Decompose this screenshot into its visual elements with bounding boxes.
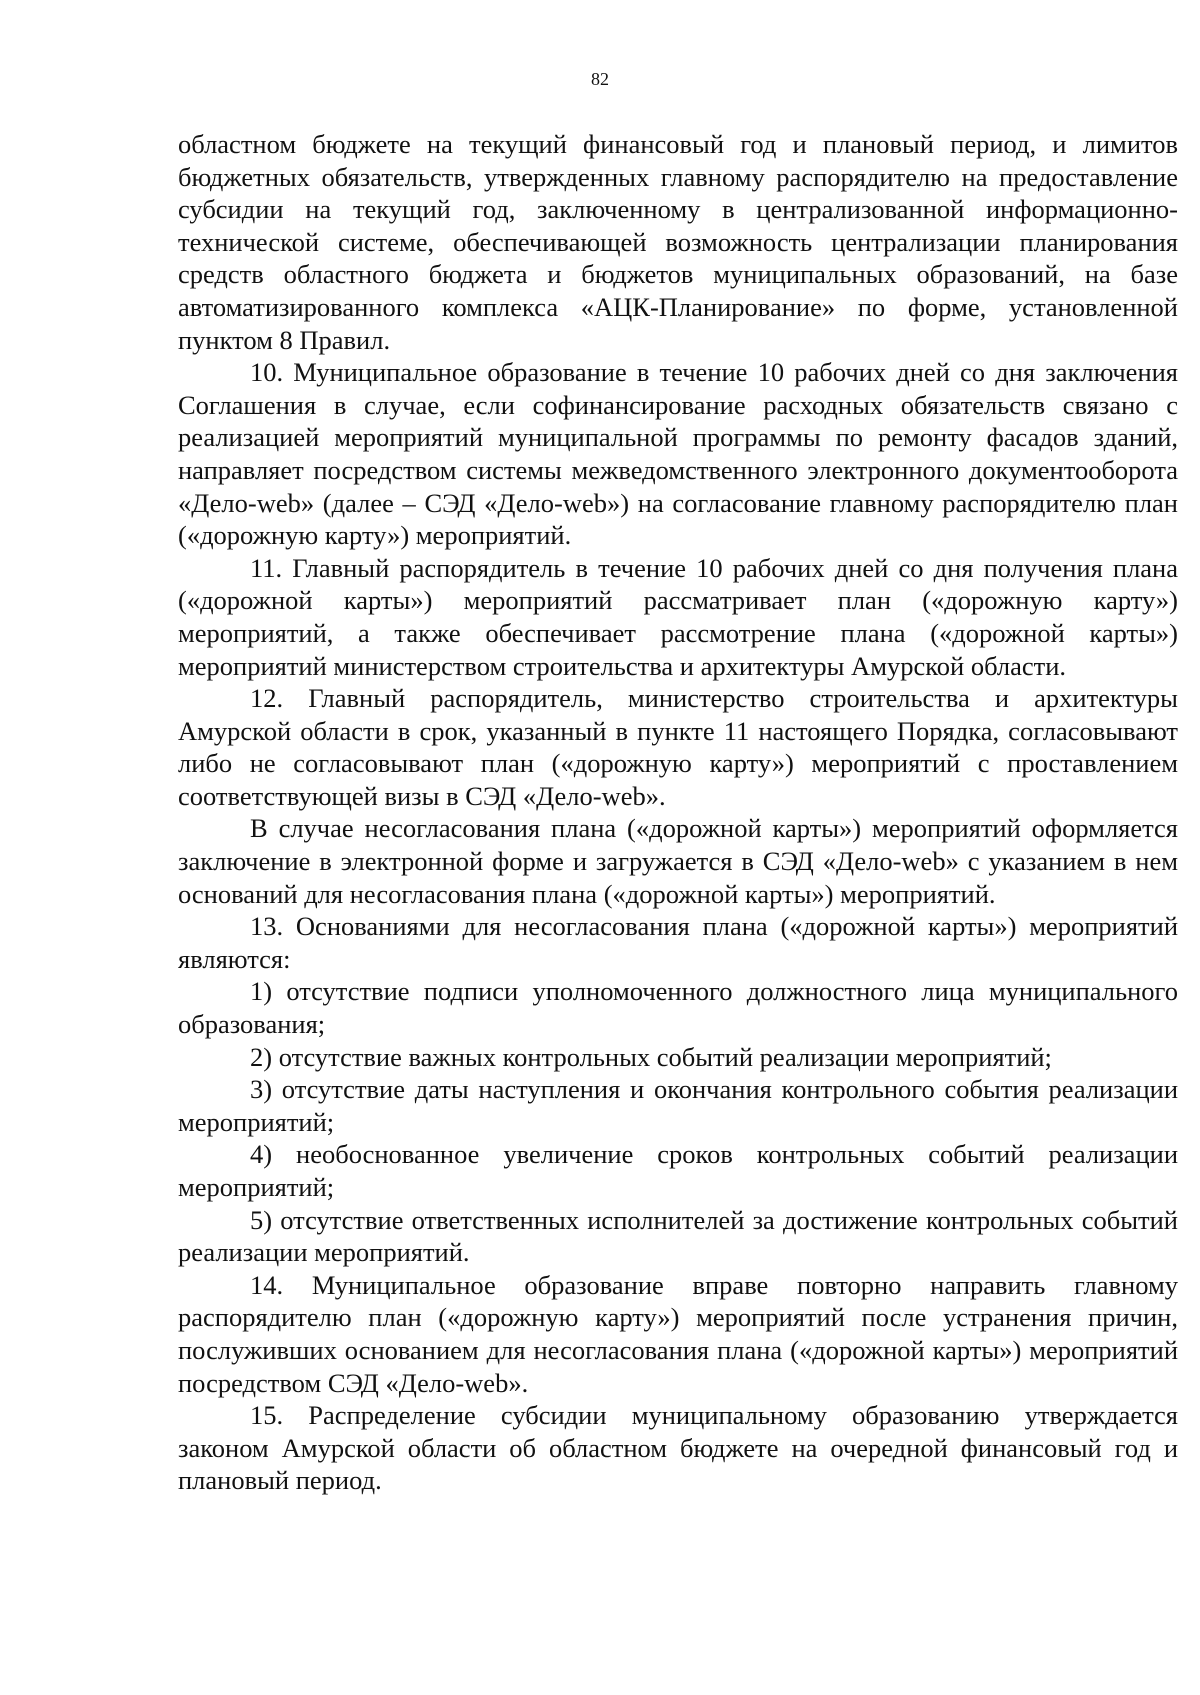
paragraph-item-15: 15. Распределение субсидии муниципальному образованию утверждается законом Амурской области об областном бюджете на очередной финансовый год и плановый период. bbox=[178, 1400, 1178, 1496]
paragraph-subitem-2: 2) отсутствие важных контрольных событий реализации мероприятий; bbox=[250, 1041, 1052, 1072]
paragraph-subitem-4: 4) необоснованное увеличение сроков контрольных событий реализации мероприятий; bbox=[178, 1139, 1178, 1202]
paragraph-continuation: областном бюджете на текущий финансовый год и плановый период, и лимитов бюджетных обязательств, утвержденных главному распорядителю на предоставление субсидии на текущий год, заключенному в централизованной информационно-технической системе, обеспечивающей возможность централизации планирования средств областного бюджета и бюджетов муниципальных образований, на базе автоматизированного комплекса «АЦК-Планирование» по форме, установленной пунктом 8 Правил. bbox=[178, 129, 1178, 355]
paragraph-subitem-1: 1) отсутствие подписи уполномоченного должностного лица муниципального образования; bbox=[178, 976, 1178, 1040]
document-body bbox=[178, 128, 1178, 1497]
paragraph-item-11: 11. Главный распорядитель в течение 10 рабочих дней со дня получения плана («дорожной карты») мероприятий рассматривает план («дорожную карту») мероприятий, а также обеспечивает рассмотрение плана («дорожной карты») мероприятий министерством строительства и архитектуры Амурской области. bbox=[178, 552, 1178, 681]
paragraph-subitem-3: 3) отсутствие даты наступления и окончания контрольного события реализации мероприятий; bbox=[178, 1074, 1178, 1137]
paragraph-item-14: 14. Муниципальное образование вправе повторно направить главному распорядителю план («дорожную карту») мероприятий после устранения причин, послуживших основанием для несогласования плана («дорожной карты») мероприятий посредством СЭД «Дело-web». bbox=[178, 1269, 1178, 1398]
paragraph-item-10: 10. Муниципальное образование в течение 10 рабочих дней со дня заключения Соглашения в случае, если софинансирование расходных обязательств связано с реализацией мероприятий муниципальной программы по ремонту фасадов зданий, направляет посредством системы межведомственного электронного документооборота «Дело-web» (далее – СЭД «Дело-web») на согласование главному распорядителю план («дорожную карту») мероприятий. bbox=[178, 357, 1178, 551]
page-number: 82 bbox=[591, 69, 609, 89]
paragraph-item-12-disagreement: В случае несогласования плана («дорожной карты») мероприятий оформляется заключение в электронной форме и загружается в СЭД «Дело-web» с указанием в нем оснований для несогласования плана («дорожной карты») мероприятий. bbox=[178, 813, 1178, 909]
paragraph-item-12: 12. Главный распорядитель, министерство строительства и архитектуры Амурской области в срок, указанный в пункте 11 настоящего Порядка, согласовывают либо не согласовывают план («дорожную карту») мероприятий с проставлением соответствующей визы в СЭД «Дело-web». bbox=[178, 683, 1178, 811]
paragraph-subitem-5: 5) отсутствие ответственных исполнителей за достижение контрольных событий реализации мероприятий. bbox=[178, 1204, 1178, 1268]
paragraph-item-13: 13. Основаниями для несогласования плана («дорожной карты») мероприятий являются: bbox=[178, 911, 1178, 974]
